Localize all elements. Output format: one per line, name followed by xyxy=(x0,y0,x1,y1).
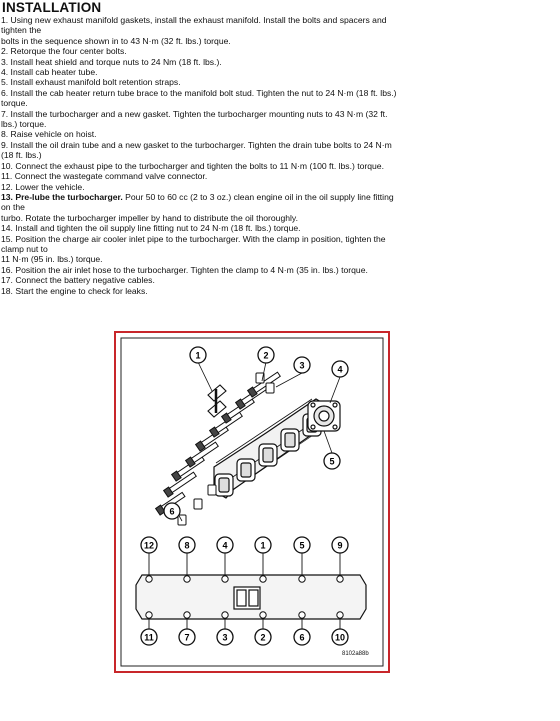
step-line: 18. Start the engine to check for leaks. xyxy=(1,285,148,296)
step-line: 9. Install the oil drain tube and a new gasket to the turbocharger. Tighten the drain tube bolts to 24 N·m xyxy=(1,139,392,150)
step-line: tighten the xyxy=(1,25,42,36)
step-line: 7. Install the turbocharger and a new gasket. Tighten the turbocharger mounting nuts to 43 N·m (32 ft. xyxy=(1,108,388,119)
step-line: turbo. Rotate the turbocharger impeller by hand to distribute the oil thoroughly. xyxy=(1,212,298,223)
bolt-hole xyxy=(184,612,190,618)
sequence-bottom-7-label: 7 xyxy=(184,632,190,643)
figure-code: 8102a88b xyxy=(342,651,369,657)
manifold-ports xyxy=(215,414,321,496)
sequence-top-8 xyxy=(179,537,195,553)
sequence-bottom-6-label: 6 xyxy=(299,632,305,643)
callout-5 xyxy=(324,453,340,469)
bolt-hole xyxy=(184,576,190,582)
bolt-hole xyxy=(260,612,266,618)
step-line: 2. Retorque the four center bolts. xyxy=(1,46,127,57)
step-line: on the xyxy=(1,202,25,213)
sequence-top-9-label: 9 xyxy=(337,540,343,551)
turbo-flange xyxy=(308,401,340,431)
sequence-bottom-2 xyxy=(255,629,271,645)
step-line: bolts in the sequence shown in to 43 N·m (32 ft. lbs.) torque. xyxy=(1,35,231,46)
sequence-top-5 xyxy=(294,537,310,553)
step-line: 5. Install exhaust manifold bolt retention straps. xyxy=(1,77,181,88)
step-line: 8. Raise vehicle on hoist. xyxy=(1,129,97,140)
tightening-sequence-bottom xyxy=(141,629,348,645)
bolt-hole xyxy=(146,612,152,618)
manifold-diagram xyxy=(116,333,388,671)
step-line: 17. Connect the battery negative cables. xyxy=(1,275,155,286)
sequence-top-12 xyxy=(141,537,157,553)
tightening-sequence-top xyxy=(141,537,348,553)
step-line: 14. Install and tighten the oil supply line fitting nut to 24 N·m (18 ft. lbs.) torque. xyxy=(1,223,301,234)
sequence-bottom-10-label: 10 xyxy=(334,632,346,643)
callout-4 xyxy=(332,361,348,377)
bolt-hole xyxy=(299,612,305,618)
callout-3 xyxy=(294,357,310,373)
installation-steps xyxy=(1,15,553,296)
callout-4-label: 4 xyxy=(337,364,343,375)
step-bold-lead: 13. Pre-lube the turbocharger. xyxy=(1,191,123,202)
step-line: 10. Connect the exhaust pipe to the turbocharger and tighten the bolts to 11 N·m (100 ft. lbs.) torque. xyxy=(1,160,384,171)
step-line: torque. xyxy=(1,98,28,109)
sequence-bottom-2-label: 2 xyxy=(260,632,266,643)
bolt-hole xyxy=(299,576,305,582)
sequence-bottom-3 xyxy=(217,629,233,645)
manifold-figure xyxy=(114,331,390,673)
callout-5-label: 5 xyxy=(329,456,335,467)
step-line: 16. Position the air inlet hose to the turbocharger. Tighten the clamp to 4 N·m (35 in. lbs.) torque. xyxy=(1,264,368,275)
callout-6 xyxy=(164,503,180,519)
sequence-bottom-6 xyxy=(294,629,310,645)
manifold-plan-view xyxy=(136,575,366,619)
step-line: 6. Install the cab heater return tube brace to the manifold bolt stud. Tighten the nut to 24 N·m (18 ft. lbs.) xyxy=(1,87,397,98)
step-line: 11. Connect the wastegate command valve connector. xyxy=(1,171,208,182)
step-text: Pour 50 to 60 cc (2 to 3 oz.) clean engine oil in the oil supply line fitting xyxy=(125,191,394,202)
bolt-hole xyxy=(222,612,228,618)
step-line: 4. Install cab heater tube. xyxy=(1,67,98,78)
sequence-top-1-label: 1 xyxy=(260,540,266,551)
sequence-bottom-11 xyxy=(141,629,157,645)
step-line: 11 N·m (95 in. lbs.) torque. xyxy=(1,254,103,265)
sequence-top-1 xyxy=(255,537,271,553)
step-line: clamp nut to xyxy=(1,243,48,254)
step-line: lbs.) torque. xyxy=(1,119,47,130)
step-line: 15. Position the charge air cooler inlet pipe to the turbocharger. With the clamp in position, tighten the xyxy=(1,233,386,244)
sequence-top-5-label: 5 xyxy=(299,540,305,551)
sequence-bottom-10 xyxy=(332,629,348,645)
bolt-hole xyxy=(222,576,228,582)
callout-1 xyxy=(190,347,206,363)
sequence-bottom-3-label: 3 xyxy=(222,632,228,643)
callout-2 xyxy=(258,347,274,363)
step-line: 3. Install heat shield and torque nuts to 24 Nm (18 ft. lbs.). xyxy=(1,56,222,67)
page-title: INSTALLATION xyxy=(2,0,102,15)
callout-3-label: 3 xyxy=(299,360,305,371)
callout-6-label: 6 xyxy=(169,506,175,517)
bolt-hole xyxy=(260,576,266,582)
sequence-top-4 xyxy=(217,537,233,553)
retention-strap xyxy=(208,385,226,417)
sequence-top-9 xyxy=(332,537,348,553)
callout-1-label: 1 xyxy=(195,350,201,361)
callout-2-label: 2 xyxy=(263,350,269,361)
sequence-top-8-label: 8 xyxy=(184,540,190,551)
sequence-top-12-label: 12 xyxy=(143,540,155,551)
step-line: 1. Using new exhaust manifold gaskets, install the exhaust manifold. Install the bolts and spacers and xyxy=(1,15,387,25)
bolt-hole xyxy=(146,576,152,582)
sequence-top-4-label: 4 xyxy=(222,540,228,551)
sequence-bottom-11-label: 11 xyxy=(144,632,154,643)
step-line xyxy=(1,192,553,202)
step-line: 12. Lower the vehicle. xyxy=(1,181,85,192)
sequence-bottom-7 xyxy=(179,629,195,645)
bolt-hole xyxy=(337,612,343,618)
bolt-hole xyxy=(337,576,343,582)
step-line: (18 ft. lbs.) xyxy=(1,150,42,161)
